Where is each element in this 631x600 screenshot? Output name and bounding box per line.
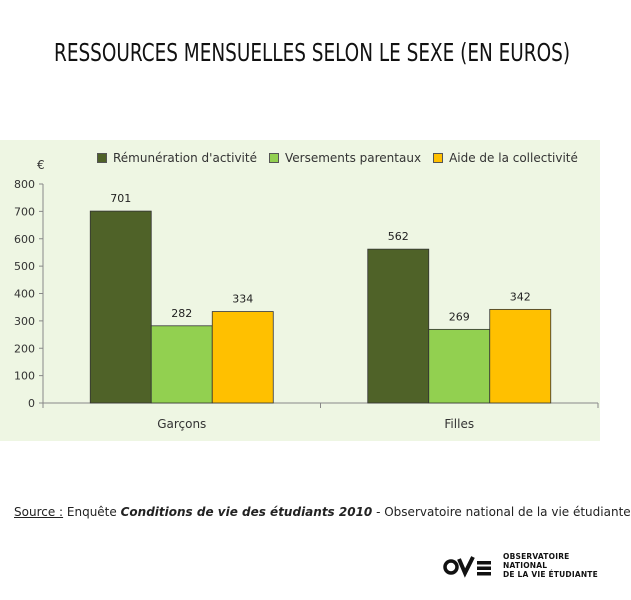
source-text-1: Enquête bbox=[63, 505, 121, 519]
bar bbox=[212, 312, 273, 403]
x-category-label: Filles bbox=[444, 417, 475, 431]
ove-logo-line1: OBSERVATOIRE NATIONAL bbox=[503, 552, 570, 570]
y-tick-label: 300 bbox=[14, 314, 35, 328]
y-tick-label: 400 bbox=[14, 287, 35, 301]
y-tick-label: 0 bbox=[28, 397, 35, 410]
bar bbox=[490, 309, 551, 403]
bar-value-label: 269 bbox=[448, 310, 470, 324]
bar-value-label: 701 bbox=[110, 192, 132, 206]
x-category-label: Garçons bbox=[157, 417, 207, 431]
y-tick-label: 700 bbox=[14, 205, 35, 219]
ove-logo-line2: DE LA VIE ÉTUDIANTE bbox=[503, 570, 598, 579]
bar-value-label: 282 bbox=[171, 306, 193, 320]
source-text-2: - Observatoire national de la vie étudiante bbox=[372, 505, 631, 519]
ove-logo-icon bbox=[443, 553, 495, 579]
bar-value-label: 562 bbox=[387, 230, 409, 244]
chart-title: RESSOURCES MENSUELLES SELON LE SEXE (EN EUROS) bbox=[54, 38, 571, 67]
y-axis-unit-label: € bbox=[37, 158, 45, 172]
chart-area bbox=[0, 140, 600, 441]
bar-value-label: 334 bbox=[232, 292, 254, 306]
source-survey-title: Conditions de vie des étudiants 2010 bbox=[120, 505, 373, 519]
ove-logo bbox=[443, 552, 600, 579]
legend-label-versements: Versements parentaux bbox=[284, 151, 422, 165]
y-tick-label: 600 bbox=[14, 232, 35, 246]
bar bbox=[429, 329, 490, 403]
source-note bbox=[14, 505, 631, 519]
ove-logo-text bbox=[503, 552, 600, 579]
bar bbox=[90, 211, 151, 403]
source-prefix: Source : bbox=[14, 505, 64, 519]
bar-value-label: 342 bbox=[509, 290, 531, 304]
y-tick-label: 800 bbox=[14, 178, 35, 191]
y-tick-label: 200 bbox=[14, 342, 35, 356]
y-tick-label: 100 bbox=[14, 369, 35, 383]
y-tick-label: 500 bbox=[14, 260, 35, 274]
bar bbox=[368, 249, 429, 403]
legend-label-aide: Aide de la collectivité bbox=[449, 151, 578, 165]
bar bbox=[151, 326, 212, 403]
legend-label-remuneration: Rémunération d'activité bbox=[113, 151, 257, 165]
bar-chart bbox=[0, 140, 600, 441]
